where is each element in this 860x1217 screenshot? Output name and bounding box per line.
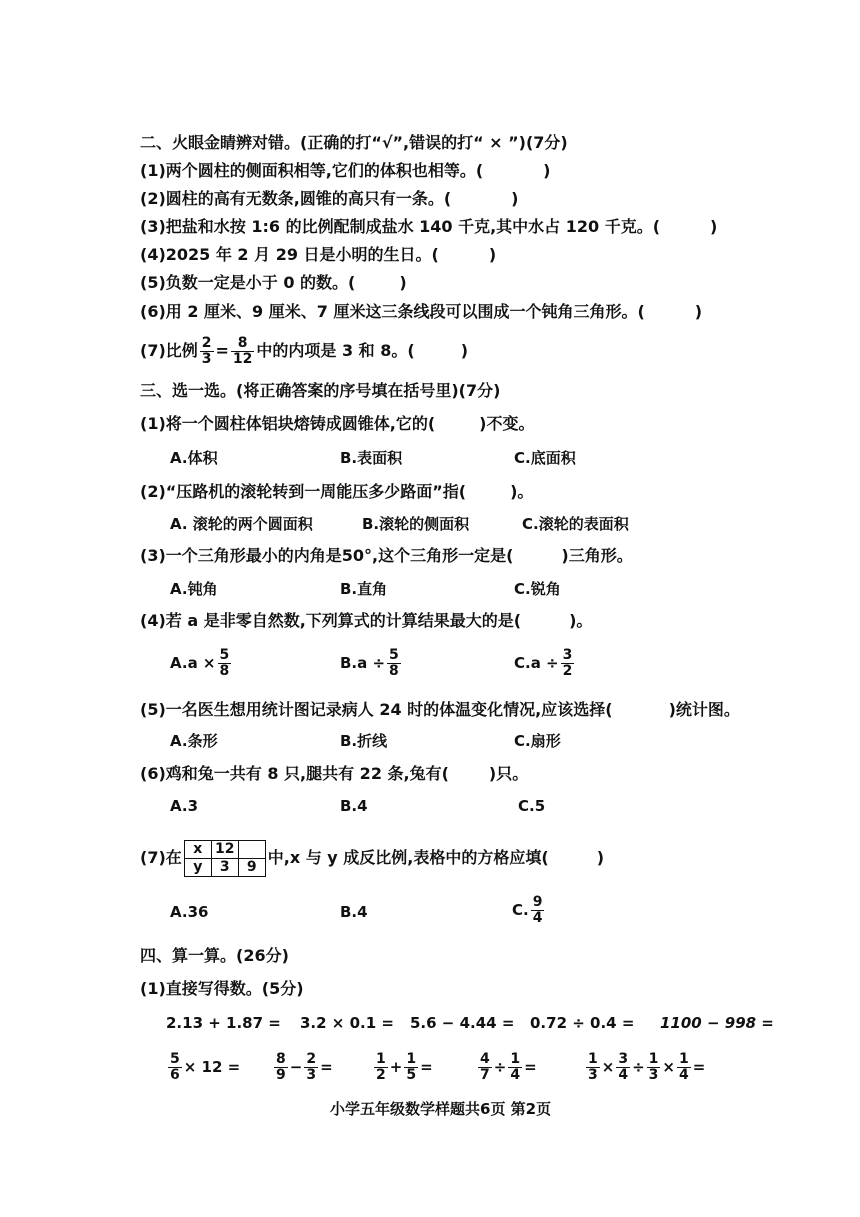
option-c: C.滚轮的表面积 (522, 515, 629, 533)
calc-item: $\frac{8}{9}$ − $\frac{2}{3}$ = (276, 1051, 333, 1083)
option-c: C.a ÷ $\frac{3}{2}$ (514, 647, 573, 679)
true-false-item-4: (4)2025 年 2 月 29 日是小明的生日。( ) (140, 245, 497, 264)
fraction: $\frac{2}{3}$ (201, 335, 212, 367)
choice-q4: (4)若 a 是非零自然数,下列算式的计算结果最大的是( )。 (140, 611, 593, 630)
calc-item: $\frac{1}{3}$ × $\frac{3}{4}$ ÷ $\frac{1}{3}$ × $\frac{1}{4}$ = (588, 1051, 706, 1083)
option-c: C. $\frac{9}{4}$ (512, 894, 543, 926)
option-b: B.4 (340, 797, 368, 815)
calc-item: 1100 − 998 = (660, 1014, 774, 1032)
option-a: A. 滚轮的两个圆面积 (170, 515, 313, 533)
option-a: A.a × $\frac{5}{8}$ (170, 647, 230, 679)
true-false-item-3: (3)把盐和水按 1:6 的比例配制成盐水 140 千克,其中水占 120 千克。( ) (140, 217, 718, 236)
option-c: C.扇形 (514, 732, 561, 750)
option-c: C.5 (518, 797, 546, 815)
section4-sub1: (1)直接写得数。(5分) (140, 979, 304, 998)
fraction: $\frac{8}{12}$ (232, 335, 253, 367)
option-a: A.钝角 (170, 580, 218, 598)
choice-q3: (3)一个三角形最小的内角是50°,这个三角形一定是( )三角形。 (140, 546, 633, 565)
choice-q7: (7)在 x 12 y 3 9 中,x 与 y 成反比例,表格中的方格应填( ) (140, 841, 605, 875)
option-b: B.a ÷ $\frac{5}{8}$ (340, 647, 399, 679)
option-b: B.滚轮的侧面积 (362, 515, 470, 533)
calc-item: 3.2 × 0.1 = (300, 1014, 394, 1032)
calc-item: 0.72 ÷ 0.4 = (530, 1014, 635, 1032)
calc-item: $\frac{4}{7}$ ÷ $\frac{1}{4}$ = (480, 1051, 537, 1083)
choice-q2: (2)“压路机的滚轮转到一周能压多少路面”指( )。 (140, 482, 534, 501)
calc-item: 5.6 − 4.44 = (410, 1014, 515, 1032)
proportion-table: x 12 y 3 9 (184, 840, 266, 877)
choice-q1: (1)将一个圆柱体铝块熔铸成圆锥体,它的( )不变。 (140, 414, 535, 433)
answer-cell (238, 841, 265, 859)
section3-title: 三、选一选。(将正确答案的序号填在括号里)(7分) (140, 381, 501, 400)
option-a: A.条形 (170, 732, 218, 750)
option-c: C.底面积 (514, 449, 576, 467)
true-false-item-6: (6)用 2 厘米、9 厘米、7 厘米这三条线段可以围成一个钝角三角形。( ) (140, 302, 703, 321)
option-a: A.3 (170, 797, 199, 815)
section4-title: 四、算一算。(26分) (140, 946, 289, 965)
true-false-item-5: (5)负数一定是小于 0 的数。( ) (140, 273, 407, 292)
choice-q6: (6)鸡和兔一共有 8 只,腿共有 22 条,兔有( )只。 (140, 764, 529, 783)
choice-q5: (5)一名医生想用统计图记录病人 24 时的体温变化情况,应该选择( )统计图。 (140, 700, 740, 719)
option-a: A.36 (170, 903, 209, 921)
page-footer: 小学五年级数学样题共6页 第2页 (330, 1100, 552, 1118)
option-b: B.直角 (340, 580, 388, 598)
option-c: C.锐角 (514, 580, 561, 598)
calc-item: 2.13 + 1.87 = (166, 1014, 281, 1032)
section2-title: 二、火眼金睛辨对错。(正确的打“√”,错误的打“ × ”)(7分) (140, 133, 568, 152)
true-false-item-2: (2)圆柱的高有无数条,圆锥的高只有一条。( ) (140, 189, 519, 208)
calc-item: $\frac{5}{6}$ × 12 = (170, 1051, 241, 1083)
true-false-item-7: (7)比例 $\frac{2}{3}$ = $\frac{8}{12}$ 中的内项是 3 和 8。( ) (140, 335, 469, 367)
calc-item: $\frac{1}{2}$ + $\frac{1}{5}$ = (376, 1051, 433, 1083)
true-false-item-1: (1)两个圆柱的侧面积相等,它们的体积也相等。( ) (140, 161, 551, 180)
option-b: B.4 (340, 903, 368, 921)
option-b: B.表面积 (340, 449, 403, 467)
option-b: B.折线 (340, 732, 388, 750)
option-a: A.体积 (170, 449, 218, 467)
